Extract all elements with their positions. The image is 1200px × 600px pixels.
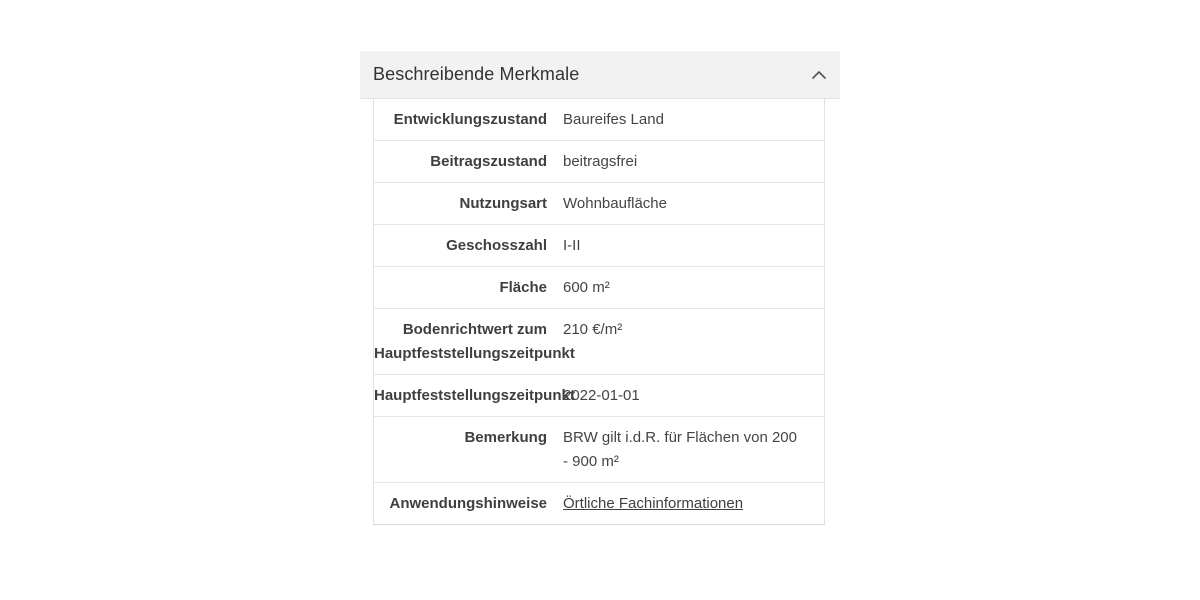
row-value-geschosszahl: I-II (563, 237, 581, 254)
row-label-bemerkung: Bemerkung (464, 429, 547, 446)
row-label-geschosszahl: Geschosszahl (446, 237, 547, 254)
table-row (374, 183, 824, 225)
row-value-hauptfeststellungszeitpunkt: 2022-01-01 (563, 387, 640, 404)
row-value-bodenrichtwert: 210 €/m² (563, 321, 623, 338)
table-row (374, 99, 824, 141)
panel-title: Beschreibende Merkmale (373, 64, 580, 84)
table-row (374, 309, 824, 375)
table-row (374, 375, 824, 417)
row-label-beitragszustand: Beitragszustand (430, 153, 547, 170)
row-value-flaeche: 600 m² (563, 279, 610, 296)
row-label-nutzungsart: Nutzungsart (459, 195, 547, 212)
panel-header-toggle[interactable] (360, 51, 840, 99)
row-label-anwendungshinweise: Anwendungshinweise (389, 495, 547, 512)
table-row (374, 141, 824, 183)
table-row (374, 417, 824, 483)
features-table (373, 99, 825, 525)
row-label-flaeche: Fläche (499, 279, 547, 296)
table-row (374, 483, 824, 524)
local-information-link[interactable]: Örtliche Fachinformationen (563, 495, 744, 512)
row-label-entwicklungszustand: Entwicklungszustand (393, 111, 547, 128)
row-value-anwendungshinweise (563, 492, 824, 516)
row-value-nutzungsart: Wohnbaufläche (563, 195, 667, 212)
descriptive-features-panel (360, 51, 840, 525)
row-value-beitragszustand: beitragsfrei (563, 153, 638, 170)
chevron-up-icon[interactable] (811, 67, 827, 83)
row-label-bodenrichtwert: Bodenrichtwert zum Hauptfeststellungszeitpunkt (374, 321, 575, 362)
table-row (374, 225, 824, 267)
row-label-hauptfeststellungszeitpunkt: Hauptfeststellungszeitpunkt (374, 387, 575, 404)
row-value-entwicklungszustand: Baureifes Land (563, 111, 664, 128)
row-value-bemerkung: BRW gilt i.d.R. für Flächen von 200 - 900 m² (563, 429, 797, 470)
table-row (374, 267, 824, 309)
